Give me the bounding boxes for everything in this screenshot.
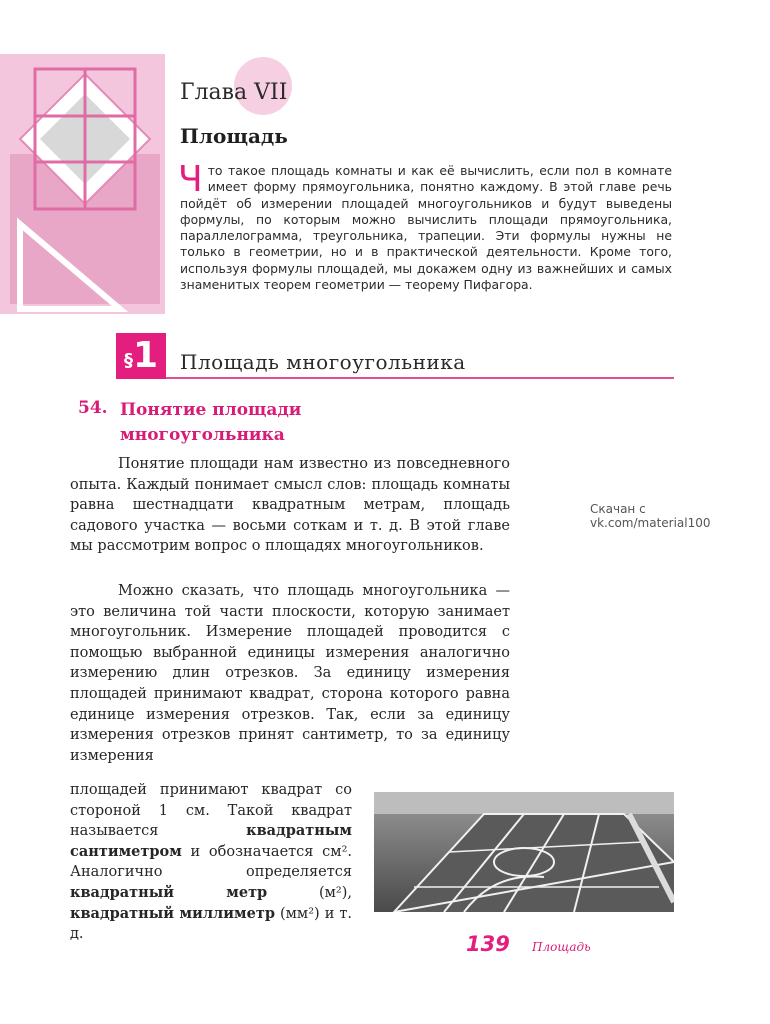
page-number: 139 [466,932,510,956]
paragraph-number: 54. [78,398,108,418]
sports-court-photo [374,792,674,912]
chapter-decoration [0,54,165,314]
chapter-title: Площадь [180,124,288,148]
paragraph-title: Понятие площади многоугольника [120,400,302,445]
p3-text-d: (м²), [267,884,352,901]
term-square-centimeter: квадратным сантиметром [70,822,352,860]
body-paragraph-3 [70,780,352,945]
section-title: Площадь многоугольника [180,350,466,374]
section-rule [116,377,674,379]
chapter-intro [178,159,672,293]
watermark-text: Скачан с vk.com/material100 [590,502,711,530]
drop-cap: Ч [178,159,203,200]
term-square-millimeter: квадратный миллиметр [70,904,275,922]
chapter-label: Глава VII [180,80,288,105]
section-badge [116,333,166,379]
p3-text-c: и обозначается см². Аналогично определяется [70,843,352,881]
body-paragraph-2: Можно сказать, что площадь многоугольника — это величина той части плоскости, которую занимает многоугольник. Измерение площадей проводится с помощью выбранной единицы измерения аналогично измерению длин отрезков. За единицу измерения площадей принимают квадрат, сторона которого равна единице измерения отрезков. Так, если за единицу измерения отрезков принят сантиметр, то за единицу измерения [70,583,510,764]
term-square-meter: квадратный метр [70,883,268,901]
intro-text: то такое площадь комнаты и как её вычислить, если пол в комнате имеет форму прямоугольника, понятно каждому. В этой главе речь пойдёт об измерении площадей многоугольников и будут выведены формулы, по которым можно вычислить площади прямоугольника, параллелограмма, треугольника, трапеции. Эти формулы нужны не только в геометрии, но и в практической деятельности. Кроме того, используя формулы площадей, мы докажем одну из важнейших и самых знаменитых теорем геометрии — теорему Пифагора. [180,163,672,293]
section-sign: § [123,349,133,371]
section-number: 1 [132,335,159,376]
running-head: Площадь [532,940,591,954]
p3-text-a: площадей принимают квадрат со стороной 1 см. Такой квадрат называется [70,782,352,840]
p3-text-e: (мм²) и т. д. [70,905,352,943]
body-paragraph-1: Понятие площади нам известно из повседневного опыта. Каждый понимает смысл слов: площадь комнаты равна шестнадцати квадратным метрам, площадь садового участка — восьми соткам и т. д. В этой главе мы рассмотрим вопрос о площадях многоугольников. [70,456,510,555]
